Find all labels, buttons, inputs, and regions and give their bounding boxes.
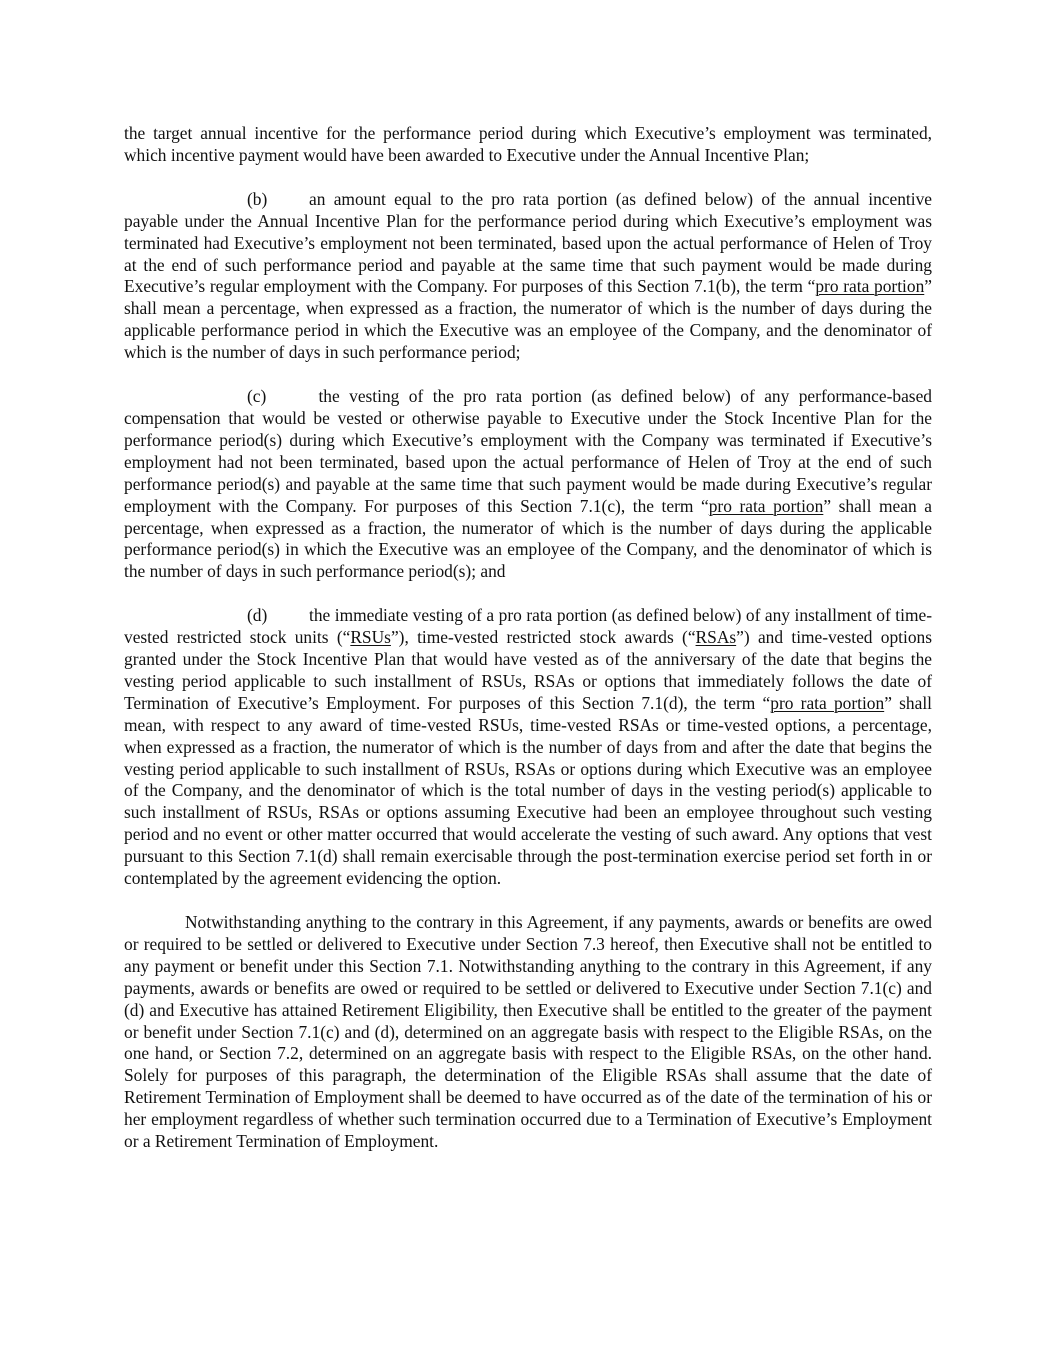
- document-page: [124, 123, 932, 1175]
- paragraph-a-continuation: the target annual incentive for the performance period during which Executive’s employment was terminated, which incentive payment would have been awarded to Executive under the Annual Incentive Plan;: [124, 123, 932, 165]
- item-b-text: an amount equal to the pro rata portion (as defined below) of the annual incentive payable under the Annual Incentive Plan for the performance period during which Executive’s employment was terminated had Executive’s employment not been terminated, based upon the actual performance of Helen of Troy at the end of such performance period and payable at the same time that such payment would be made during Executive’s regular employment with the Company. For purposes of this Section 7.1(b), the term “: [124, 188, 932, 297]
- paragraph-notwithstanding: Notwithstanding anything to the contrary in this Agreement, if any payments, awards or benefits are owed or required to be settled or delivered to Executive under Section 7.3 hereof, then Executive shall not be entitled to any payment or benefit under this Section 7.1. Notwithstanding anything to the contrary in this Agreement, if any payments, awards or benefits are owed or required to be settled or delivered to Executive under Section 7.1(c) and (d) and Executive has attained Retirement Eligibility, then Executive shall be entitled to the greater of the payment or benefit under Section 7.1(c) and (d), determined on an aggregate basis with respect to the Eligible RSAs, on the one hand, or Section 7.2, determined on an aggregate basis with respect to the Eligible RSAs, on the other hand. Solely for purposes of this paragraph, the determination of the Eligible RSAs shall assume that the date of Retirement Termination of Employment shall be deemed to have occurred as of the date of the termination of his or her employment regardless of whether such termination occurred due to a Termination of Executive’s Employment or a Retirement Termination of Employment.: [124, 912, 932, 1152]
- item-c-label: (c): [247, 386, 267, 407]
- item-d-text-3: ”) and time-vested options granted under the Stock Incentive Plan that would have vested as of the anniversary of the date that begins the vesting period applicable to such installment of RSUs, RSAs or options that immediately follows the date of Termination of Executive’s Employment. For purposes of this Section 7.1(d), the term “: [124, 627, 932, 713]
- item-d-defined-term: pro rata portion: [770, 692, 885, 713]
- paragraph-item-d: [124, 605, 932, 890]
- item-c-tail: ” shall mean a percentage, when expressed as a fraction, the numerator of which is the number of days during the applicable performance period(s) in which the Executive was an employee of the Company, and the denominator of which is the number of days in such performance period(s); and: [124, 495, 932, 582]
- item-d-text-2: ”), time-vested restricted stock awards (“: [390, 627, 696, 648]
- item-d-text-4: ” shall mean, with respect to any award of time-vested RSUs, time-vested RSAs or time-vested options, a percentage, when expressed as a fraction, the numerator of which is the number of days from and after the date that begins the vesting period applicable to such installment of RSUs, RSAs or options during which Executive was an employee of the Company, and the denominator of which is the total number of days in the vesting period(s) applicable to such installment of RSUs, RSAs or options assuming Executive had been an employee throughout such vesting period and no event or other matter occurred that would accelerate the vesting of such award. Any options that vest pursuant to this Section 7.1(d) shall remain exercisable through the post-termination exercise period set forth in or contemplated by the agreement evidencing the option.: [124, 692, 932, 889]
- item-c-defined-term: pro rata portion: [708, 495, 824, 516]
- item-d-term-rsas: RSAs: [695, 627, 737, 648]
- item-d-term-rsus: RSUs: [350, 627, 391, 648]
- item-b-tail: ” shall mean a percentage, when expressed as a fraction, the numerator of which is the number of days during the applicable performance period in which the Executive was an employee of the Company, and the denominator of which is the number of days in such performance period;: [124, 276, 932, 363]
- item-b-label: (b): [247, 188, 268, 209]
- paragraph-item-c: [124, 386, 932, 583]
- paragraph-item-b: [124, 189, 932, 364]
- item-d-text-1: the immediate vesting of a pro rata portion (as defined below) of any installment of time-vested restricted stock units (“: [124, 605, 932, 648]
- item-b-defined-term: pro rata portion: [815, 276, 925, 297]
- item-d-label: (d): [247, 605, 268, 626]
- item-c-text: the vesting of the pro rata portion (as defined below) of any performance-based compensation that would be vested or otherwise payable to Executive under the Stock Incentive Plan for the performance period(s) during which Executive’s employment with the Company was terminated if Executive’s employment had not been terminated, based upon the actual performance of Helen of Troy at the end of such performance period(s) and payable at the same time that such payment would be made during Executive’s regular employment with the Company. For purposes of this Section 7.1(c), the term “: [124, 386, 932, 516]
